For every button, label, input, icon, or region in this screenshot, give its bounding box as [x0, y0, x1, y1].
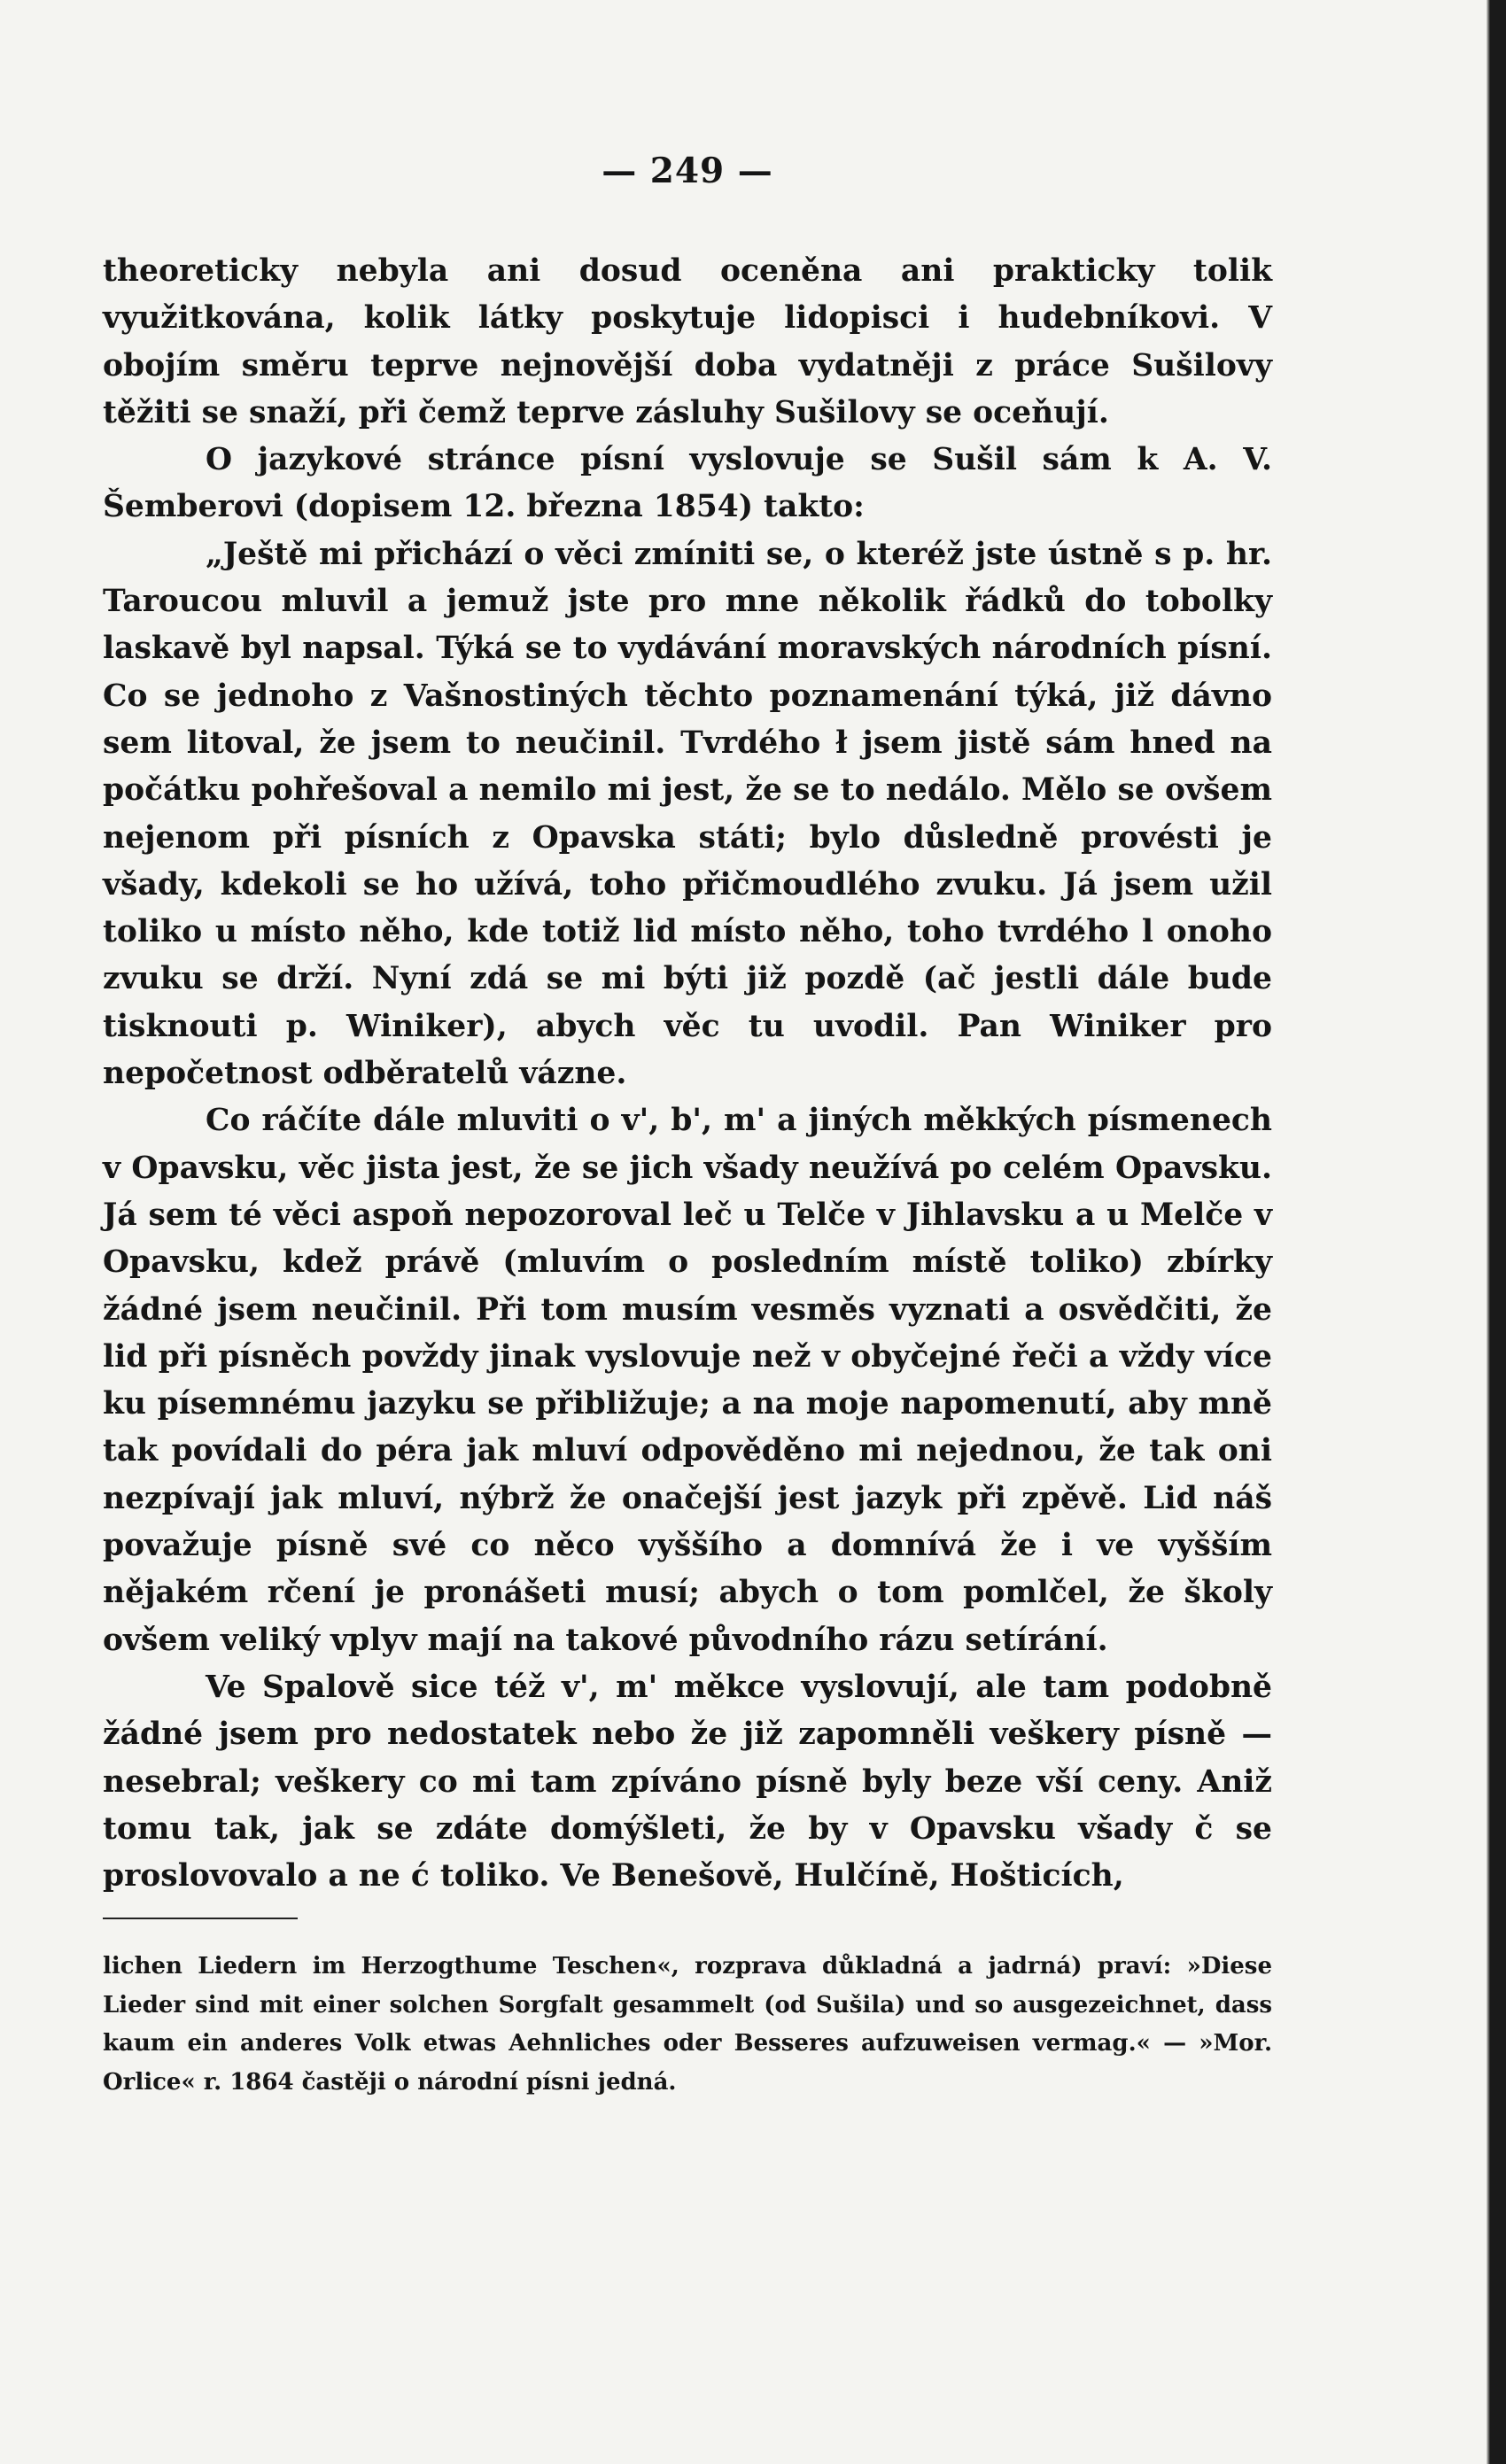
page-number: — 249 — [602, 151, 773, 191]
paragraph-3-quote: „Ještě mi přichází o věci zmíniti se, o kteréž jste ústně s p. hr. Taroucou mluvil a jemuž jste pro mne několik řádků do tobolky laskavě byl napsal. Týká se to vydávání moravských národních písní. Co se jednoho z Vašnostiných těchto poznamenání týká, již dávno sem litoval, že jsem to neučinil. Tvrdého ł jsem jistě sám hned na počátku pohřešoval a nemilo mi jest, že se to nedálo. Mělo se ovšem nejenom při písních z Opavska státi; bylo důsledně provésti je všady, kdekoli se ho užívá, toho přičmoudlého zvuku. Já jsem užil toliko u místo něho, kde totiž lid místo něho, toho tvrdého l onoho zvuku se drží. Nyní zdá se mi býti již pozdě (ač jestli dále bude tisknouti p. Winiker), abych věc tu uvodil. Pan Winiker pro nepočetnost odběratelů vázne. [103, 536, 1272, 1092]
body-text [103, 248, 1272, 1900]
footnote-divider [103, 1918, 298, 1919]
paragraph-4: Co ráčíte dále mluviti o v', b', m' a jiných měkkých písmenech v Opavsku, věc jista jest, že se jich všady neužívá po celém Opavsku. Já sem té věci aspoň nepozoroval leč u Telče v Jihlavsku a u Melče v Opavsku, kdež právě (mluvím o posledním místě toliko) zbírky žádné jsem neučinil. Při tom musím vesměs vyznati a osvědčiti, že lid při písněch povždy jinak vyslovuje než v obyčejné řeči a vždy více ku písemnému jazyku se přibližuje; a na moje napomenutí, aby mně tak povídali do péra jak mluví odpověděno mi nejednou, že tak oni nezpívají jak mluví, nýbrž že onačejší jest jazyk při zpěvě. Lid náš považuje písně své co něco vyššího a domnívá že i ve vyšším nějakém rčení je pronášeti musí; abych o tom pomlčel, že školy ovšem veliký vplyv mají na takové původního rázu setírání. [103, 1103, 1272, 1658]
book-page [103, 151, 1272, 2102]
footnote [103, 1948, 1272, 2102]
footnote-text: lichen Liedern im Herzogthume Teschen«, rozprava důkladná a jadrná) praví: »Diese Lieder sind mit einer solchen Sorgfalt gesammelt (od Sušila) und so ausgezeichnet, dass kaum ein anderes Volk etwas Aehnliches oder Besseres aufzuweisen vermag.« — »Mor. Orlice« r. 1864 častěji o národní písni jedná. [103, 1953, 1272, 2096]
paragraph-5: Ve Spalově sice též v', m' měkce vyslovují, ale tam podobně žádné jsem pro nedostatek nebo že již zapomněli veškery písně — nesebral; veškery co mi tam zpíváno písně byly beze vší ceny. Aniž tomu tak, jak se zdáte domýšleti, že by v Opavsku všady č se proslovovalo a ne ć toliko. Ve Benešově, Hulčíně, Hošticích, [103, 1669, 1272, 1894]
paragraph-2: O jazykové stránce písní vyslovuje se Sušil sám k A. V. Šemberovi (dopisem 12. března 1854) takto: [103, 442, 1272, 525]
page-binding-edge [1487, 0, 1506, 2464]
paragraph-1: theoreticky nebyla ani dosud oceněna ani prakticky tolik využitkována, kolik látky poskytuje lidopisci i hudebníkovi. V obojím směru teprve nejnovější doba vydatněji z práce Sušilovy těžiti se snaží, při čemž teprve zásluhy Sušilovy se oceňují. [103, 253, 1272, 430]
